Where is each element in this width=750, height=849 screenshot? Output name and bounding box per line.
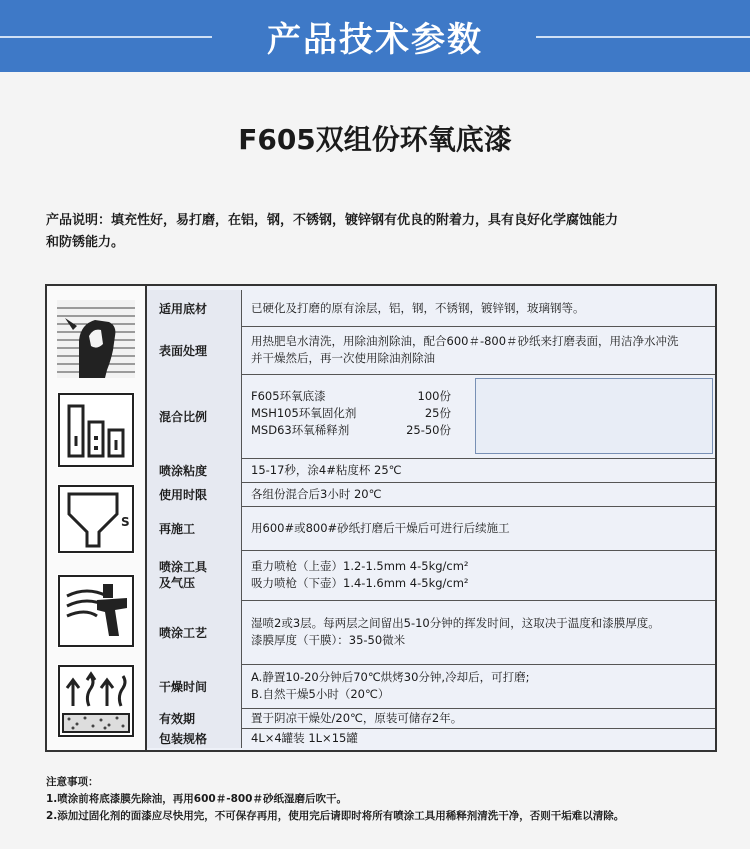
row-label: 有效期 bbox=[147, 708, 242, 728]
row-value bbox=[251, 290, 711, 326]
row-value bbox=[251, 708, 711, 728]
row-value-line: 4L×4罐装 1L×15罐 bbox=[251, 730, 358, 745]
row-value bbox=[251, 326, 711, 374]
row-value-line: B.自然干燥5小时（20℃） bbox=[251, 687, 390, 701]
spray-gun-icon bbox=[57, 574, 135, 648]
description-line-1: 产品说明：填充性好，易打磨，在铝，钢，不锈钢，镀锌钢有优良的附着力，具有良好化学腐蚀能力 bbox=[46, 213, 619, 228]
row-label-line: 及气压 bbox=[159, 576, 196, 590]
row-value-line: 已硬化及打磨的原有涂层，铝，钢，不锈钢，镀锌钢，玻璃钢等。 bbox=[251, 300, 585, 315]
row-label: 喷涂工艺 bbox=[147, 600, 242, 664]
row-value-line: 并干燥然后，再一次使用除油剂除油 bbox=[251, 351, 435, 365]
row-value-line: 湿喷2或3层。每两层之间留出5-10分钟的挥发时间，这取决于温度和漆膜厚度。 bbox=[251, 616, 660, 630]
row-label-line: 喷涂工具 bbox=[159, 560, 208, 574]
row-label: 混合比例 bbox=[147, 374, 242, 458]
row-label: 适用底材 bbox=[147, 290, 242, 326]
row-recoat bbox=[147, 506, 715, 551]
row-spray-process bbox=[147, 600, 715, 665]
row-value-line: 用600#或800#砂纸打磨后干燥后可进行后续施工 bbox=[251, 520, 510, 535]
hand-icon bbox=[57, 300, 135, 378]
heat-drying-icon bbox=[57, 664, 135, 738]
row-surface-treatment bbox=[147, 326, 715, 375]
row-value-line: 各组份混合后3小时 20℃ bbox=[251, 486, 382, 501]
row-spray-tools bbox=[147, 550, 715, 601]
row-label: 喷涂粘度 bbox=[147, 458, 242, 482]
product-title: F605双组份环氧底漆 bbox=[238, 123, 512, 156]
spec-table bbox=[45, 284, 717, 752]
row-pot-life bbox=[147, 482, 715, 507]
icon-column bbox=[47, 286, 147, 750]
row-value-line: 置于阴凉干燥处/20℃，原装可储存2年。 bbox=[251, 710, 463, 725]
row-value-line: A.静置10-20分钟后70℃烘烤30分钟,冷却后，可打磨; bbox=[251, 670, 530, 684]
header-banner bbox=[0, 0, 750, 72]
banner-title: 产品技术参数 bbox=[267, 20, 483, 60]
notes-item-1: 1.喷涂前将底漆膜先除油，再用600＃-800＃砂纸湿磨后吹干。 bbox=[46, 793, 347, 805]
row-label: 包装规格 bbox=[147, 728, 242, 748]
mix-blank-box bbox=[475, 378, 713, 454]
notes-title: 注意事项： bbox=[46, 776, 99, 788]
product-description bbox=[46, 210, 726, 254]
notes-section bbox=[46, 774, 746, 825]
mix-quantity: 25-50份 bbox=[406, 423, 451, 437]
mixing-ratio-icon bbox=[57, 392, 135, 468]
row-substrate bbox=[147, 290, 715, 327]
row-label: 干燥时间 bbox=[147, 664, 242, 708]
svg-text:S: S bbox=[121, 515, 130, 529]
mix-component: MSD63环氧稀释剂 bbox=[251, 423, 350, 437]
row-value-line: 吸力喷枪（下壶）1.4-1.6mm 4-5kg/cm² bbox=[251, 576, 469, 590]
mix-quantity: 100份 bbox=[417, 389, 451, 403]
row-value bbox=[251, 728, 711, 748]
row-label: 表面处理 bbox=[147, 326, 242, 374]
row-value-line: 重力喷枪（上壶）1.2-1.5mm 4-5kg/cm² bbox=[251, 559, 469, 573]
row-value bbox=[251, 664, 711, 708]
row-shelf-life bbox=[147, 708, 715, 729]
description-line-2: 和防锈能力。 bbox=[46, 235, 125, 250]
row-value bbox=[251, 600, 711, 664]
mix-component: MSH105环氧固化剂 bbox=[251, 406, 357, 420]
row-value-line: 15-17秒，涂4#粘度杯 25℃ bbox=[251, 462, 402, 477]
spray-cup-icon bbox=[57, 484, 135, 554]
mix-component: F605环氧底漆 bbox=[251, 389, 326, 403]
row-viscosity bbox=[147, 458, 715, 483]
row-label: 使用时限 bbox=[147, 482, 242, 506]
row-value bbox=[251, 458, 711, 482]
row-value bbox=[251, 550, 711, 600]
mix-quantity: 25份 bbox=[424, 406, 451, 420]
row-value bbox=[251, 482, 711, 506]
row-value-line: 用热肥皂水清洗，用除油剂除油，配合600＃-800＃砂纸来打磨表面，用洁净水冲洗 bbox=[251, 334, 679, 348]
row-drying-time bbox=[147, 664, 715, 709]
row-value-line: 漆膜厚度（干膜）：35-50微米 bbox=[251, 633, 406, 647]
notes-item-2: 2.添加过固化剂的面漆应尽快用完，不可保存再用，使用完后请即时将所有喷涂工具用稀释剂清洗干净，否则干垢难以清除。 bbox=[46, 810, 625, 822]
row-mix-ratio bbox=[147, 374, 715, 459]
row-value bbox=[251, 506, 711, 550]
row-label: 再施工 bbox=[147, 506, 242, 550]
row-label bbox=[147, 550, 242, 600]
row-packaging bbox=[147, 728, 715, 748]
